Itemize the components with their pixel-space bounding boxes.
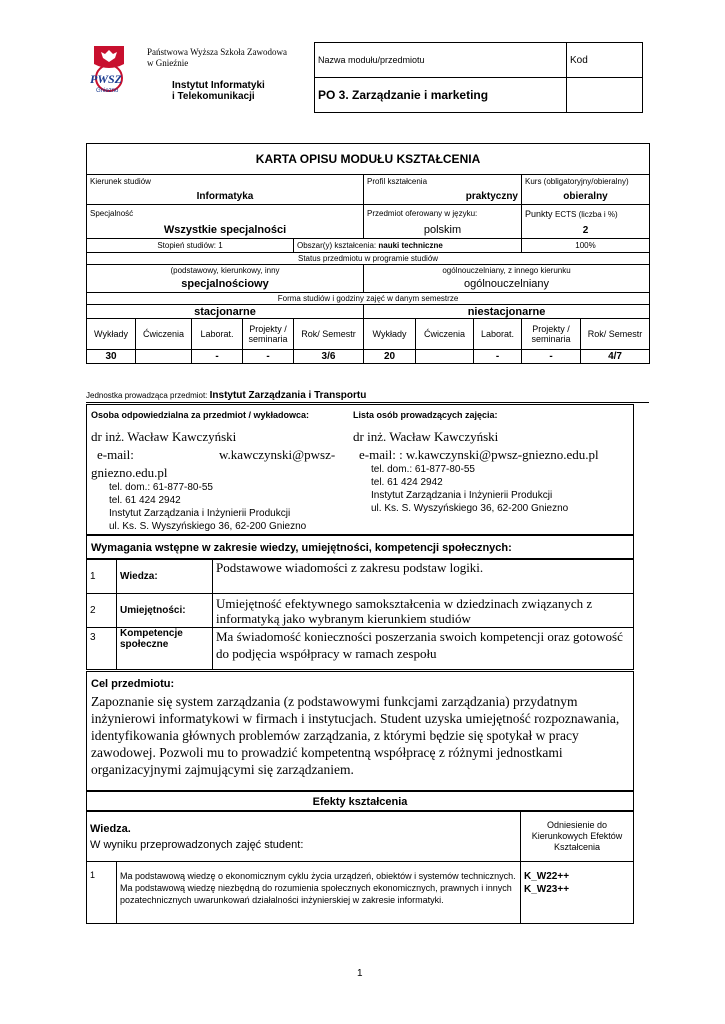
hours-value: 20 bbox=[364, 350, 416, 364]
field-of-study-label: Kierunek studiów bbox=[87, 175, 364, 189]
unit-value: Instytut Zarządzania i Transportu bbox=[209, 390, 367, 401]
status-left: specjalnościowy bbox=[87, 277, 364, 293]
teacher-contact bbox=[371, 463, 568, 515]
profile: praktyczny bbox=[364, 189, 522, 205]
course: obieralny bbox=[522, 189, 650, 205]
column-header: Ćwiczenia bbox=[136, 319, 192, 350]
page-number: 1 bbox=[357, 968, 363, 979]
module-card-table bbox=[86, 143, 650, 364]
module-name-label: Nazwa modułu/przedmiotu bbox=[315, 43, 567, 78]
prereq-num: 1 bbox=[87, 560, 117, 594]
prereq-num: 2 bbox=[87, 594, 117, 628]
knowledge-header bbox=[87, 812, 521, 862]
effects-table bbox=[86, 811, 634, 924]
column-header: Laborat. bbox=[474, 319, 522, 350]
university-line1: Państwowa Wyższa Szkoła Zawodowa bbox=[147, 47, 288, 57]
study-area-label: Obszar(y) kształcenia: bbox=[297, 241, 377, 250]
column-header: Wykłady bbox=[364, 319, 416, 350]
hours-value: 30 bbox=[87, 350, 136, 364]
prereq-title: Wymagania wstępne w zakresie wiedzy, umiejętności, kompetencji społecznych: bbox=[86, 535, 634, 559]
column-header: Projekty / seminaria bbox=[243, 319, 294, 350]
goal-text: Zapoznanie się system zarządzania (z podstawowymi funkcjami zarządzania) przydatnym inżynierowi informatykowi w firmach i instytucjach. Student uzyska umiejętność rozpoznawania, identyfikowania głównych problemów zarządzania, z którymi będzie się spotykał w pracy zawodowej. Pozwoli mu to prowadzić kompetentną współpracę z różnymi jednostkami organizacyjnymi zajmującymi się zarządzaniem. bbox=[91, 694, 620, 777]
prereq-text: Podstawowe wiadomości z zakresu podstaw logiki. bbox=[213, 560, 634, 594]
reference-header: Odniesienie do Kierunkowych Efektów Kształcenia bbox=[521, 812, 634, 862]
persons-section bbox=[86, 404, 634, 535]
logo-text: PWSZ bbox=[90, 72, 123, 86]
effect-text: Ma podstawową wiedzę o ekonomicznym cyklu życia urządzeń, obiektów i systemów technicznych. Ma podstawową wiedzę niezbędną do rozumienia społecznych ekonomicznych, prawnych i innych pozatechnicznych uwarunkowań działalności inżynierskiej w zakresie informatyki. bbox=[117, 870, 521, 924]
language-label: Przedmiot oferowany w języku: bbox=[364, 205, 522, 223]
column-header: Ćwiczenia bbox=[416, 319, 474, 350]
effect-num: 1 bbox=[87, 870, 117, 924]
responsible-email-label: e-mail: bbox=[97, 447, 134, 462]
status-right: ogólnouczelniany bbox=[364, 277, 650, 293]
column-header: Laborat. bbox=[192, 319, 243, 350]
hours-value bbox=[416, 350, 474, 364]
hours-value: - bbox=[522, 350, 581, 364]
responsible-email-domain: gniezno.edu.pl bbox=[91, 465, 168, 480]
module-header-table bbox=[314, 42, 643, 113]
responsible-name: dr inż. Wacław Kawczyński bbox=[91, 429, 237, 444]
university-line2: w Gnieźnie bbox=[147, 58, 189, 68]
specialty-label: Specjalność bbox=[87, 205, 364, 223]
teacher-email: e-mail: : w.kawczynski@pwsz-gniezno.edu.pl bbox=[359, 447, 599, 462]
study-area-value: nauki techniczne bbox=[378, 241, 443, 250]
status-left-label: (podstawowy, kierunkowy, inny bbox=[87, 265, 364, 277]
responsible-tel: tel. 61 424 2942 bbox=[109, 495, 181, 506]
field-of-study: Informatyka bbox=[87, 189, 364, 205]
teacher-name: dr inż. Wacław Kawczyński bbox=[353, 429, 499, 444]
status-label: Status przedmiotu w programie studiów bbox=[87, 253, 650, 265]
specialty: Wszystkie specjalności bbox=[87, 223, 364, 239]
university-logo bbox=[86, 42, 132, 102]
responsible-address: ul. Ks. S. Wyszyńskiego 36, 62-200 Gniezno bbox=[109, 521, 307, 532]
column-header: Wykłady bbox=[87, 319, 136, 350]
teacher-address: ul. Ks. S. Wyszyńskiego 36, 62-200 Gniezno bbox=[371, 503, 569, 514]
teacher-tel: tel. 61 424 2942 bbox=[371, 477, 443, 488]
prereq-label: Wiedza: bbox=[117, 560, 213, 594]
institute-line1: Instytut Informatyki bbox=[172, 80, 265, 91]
institute-name bbox=[172, 80, 265, 102]
study-area bbox=[294, 239, 522, 253]
study-level: Stopień studiów: 1 bbox=[87, 239, 294, 253]
column-header: Projekty / seminaria bbox=[522, 319, 581, 350]
prereq-text: Ma świadomość konieczności poszerzania swoich kompetencji oraz gotowość do podjęcia współpracy w ramach zespołu bbox=[213, 628, 634, 670]
prereq-table bbox=[86, 559, 634, 670]
prereq-text: Umiejętność efektywnego samokształcenia w dziedzinach związanych z informatyką jako wybranym kierunkiem studiów bbox=[213, 594, 634, 628]
column-header: Rok/ Semestr bbox=[294, 319, 364, 350]
ects-label-sub: ECTS (liczba i %) bbox=[555, 209, 618, 219]
module-name: PO 3. Zarządzanie i marketing bbox=[315, 78, 567, 113]
effect-reference bbox=[521, 870, 634, 924]
language: polskim bbox=[364, 223, 522, 239]
responsible-label: Osoba odpowiedzialna za przedmiot / wykładowca: bbox=[91, 410, 310, 420]
effects-title: Efekty kształcenia bbox=[86, 791, 634, 811]
effect-ref-2: K_W23++ bbox=[524, 883, 570, 895]
goal-section bbox=[86, 671, 634, 791]
responsible-tel-home: tel. dom.: 61-877-80-55 bbox=[109, 482, 213, 493]
teacher-institute: Instytut Zarządzania i Inżynierii Produkcji bbox=[371, 490, 553, 501]
unit-row bbox=[86, 388, 649, 403]
study-form-label: Forma studiów i godziny zajęć w danym semestrze bbox=[87, 293, 650, 305]
institute-line2: i Telekomunikacji bbox=[172, 91, 255, 102]
teacher-tel-home: tel. dom.: 61-877-80-55 bbox=[371, 464, 475, 475]
profile-label: Profil kształcenia bbox=[364, 175, 522, 189]
status-right-label: ogólnouczelniany, z innego kierunku bbox=[364, 265, 650, 277]
logo-subtext: Gniezno bbox=[96, 88, 119, 94]
hours-value bbox=[136, 350, 192, 364]
hours-value: - bbox=[192, 350, 243, 364]
nonstationary-header: niestacjonarne bbox=[364, 305, 650, 319]
responsible-institute: Instytut Zarządzania i Inżynierii Produkcji bbox=[109, 508, 291, 519]
knowledge-title: Wiedza. bbox=[90, 822, 131, 835]
area-percent: 100% bbox=[522, 239, 650, 253]
hours-value: 4/7 bbox=[581, 350, 650, 364]
responsible-email: w.kawczynski@pwsz- bbox=[219, 447, 336, 462]
hours-value: - bbox=[474, 350, 522, 364]
goal-title: Cel przedmiotu: bbox=[91, 678, 175, 690]
code-value bbox=[567, 78, 643, 113]
prereq-label: Umiejętności: bbox=[117, 594, 213, 628]
card-title: KARTA OPISU MODUŁU KSZTAŁCENIA bbox=[87, 144, 650, 175]
column-header: Rok/ Semestr bbox=[581, 319, 650, 350]
ects-value: 2 bbox=[522, 223, 650, 239]
ects-label-main: Punkty bbox=[525, 208, 553, 219]
unit-label: Jednostka prowadząca przedmiot: bbox=[86, 391, 208, 400]
effect-ref-1: K_W22++ bbox=[524, 870, 570, 882]
teachers-label: Lista osób prowadzących zajęcia: bbox=[353, 410, 498, 420]
hours-value: - bbox=[243, 350, 294, 364]
hours-value: 3/6 bbox=[294, 350, 364, 364]
responsible-contact bbox=[109, 481, 306, 533]
ects-label bbox=[522, 205, 650, 223]
university-name bbox=[147, 47, 287, 69]
prereq-num: 3 bbox=[87, 628, 117, 670]
code-label: Kod bbox=[567, 43, 643, 78]
course-label: Kurs (obligatoryjny/obieralny) bbox=[522, 175, 650, 189]
knowledge-subtitle: W wyniku przeprowadzonych zajęć student: bbox=[90, 838, 304, 851]
prereq-label: Kompetencje społeczne bbox=[117, 628, 213, 670]
stationary-header: stacjonarne bbox=[87, 305, 364, 319]
